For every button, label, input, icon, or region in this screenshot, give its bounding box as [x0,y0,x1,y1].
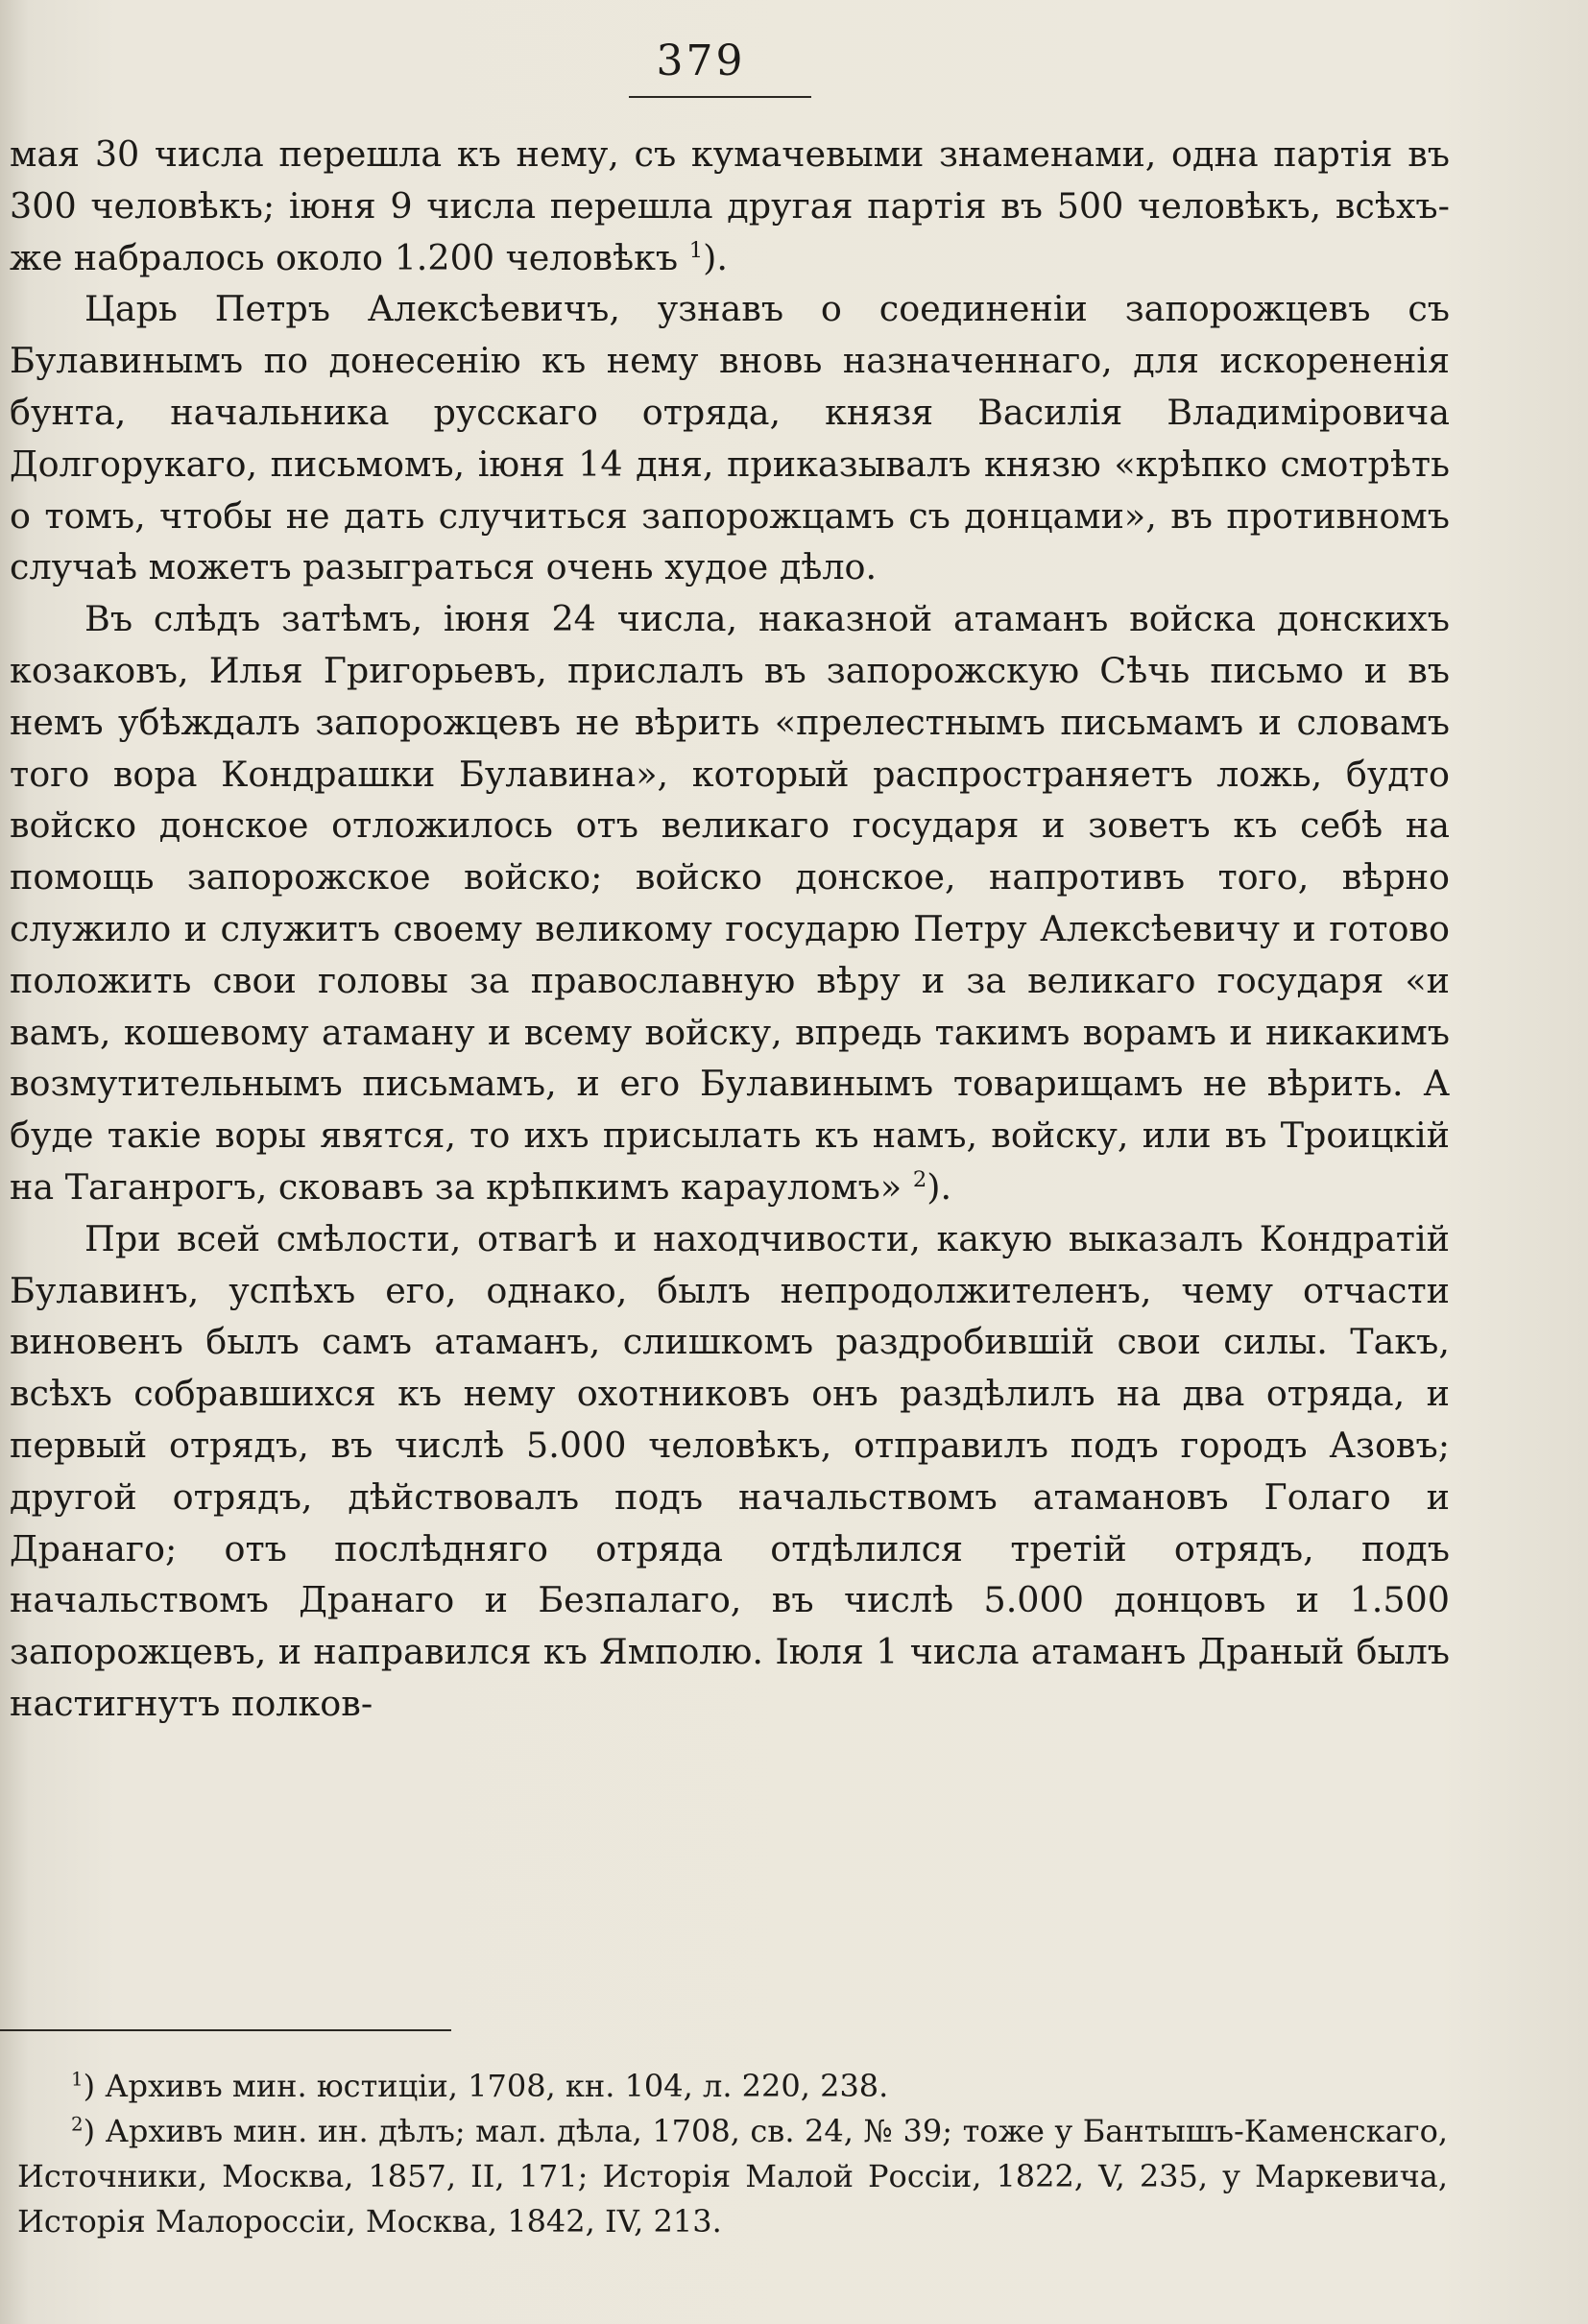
page-number-rule [629,96,811,98]
footnote-ref-1: 1 [688,237,704,263]
footnote-1: $^1$) Архивъ мин. юстиціи, 1708, кн. 104, л. 220, 238. [71,2068,889,2104]
footnote-2: $^2$) Архивъ мин. ин. дѣлъ; мал. дѣла, 1708, св. 24, № 39; тоже у Бантышъ-Каменскаго, Источники, Москва, 1857, II, 171; Исторія Малой Россіи, 1822, V, 235, у Маркевича, Исторія Малороссіи, Москва, 1842, IV, 213. [17,2113,1448,2240]
body-text [10,129,1450,1730]
paragraph-2: Царь Петръ Алексѣевичъ, узнавъ о соединеніи запорожцевъ съ Булавинымъ по донесенію къ нему вновь назначеннаго, для искорененія бунта, начальника русскаго отряда, князя Василія Владиміровича Долгорукаго, письмомъ, іюня 14 дня, приказывалъ князю «крѣпко смотрѣть о томъ, чтобы не дать случиться запорожцамъ съ донцами», въ противномъ случаѣ можетъ разыграться очень худое дѣло. [10,288,1450,588]
paragraph-3: Въ слѣдъ затѣмъ, іюня 24 числа, наказной атаманъ войска донскихъ козаковъ, Илья Григорьевъ, прислалъ въ запорожскую Сѣчь письмо и въ немъ убѣждалъ запорожцевъ не вѣрить «прелестнымъ письмамъ и словамъ того вора Кондрашки Булавина», который распространяетъ ложь, будто войско донское отложилось отъ великаго государя и зоветъ къ себѣ на помощь запорожское войско; войско донское, напротивъ того, вѣрно служило и служитъ своему великому государю Петру Алексѣевичу и готово положить свои головы за православную вѣру и за великаго государя «и вамъ, кошевому атаману и всему войску, впредь такимъ ворамъ и никакимъ возмутительнымъ письмамъ, и его Булавинымъ товарищамъ не вѣрить. А буде такіе воры явятся, то ихъ присылать къ намъ, войску, или въ Троицкій на Таганрогъ, сковавъ за крѣпкимъ карауломъ» $^2$). [10,598,1450,1208]
paragraph-1: мая 30 числа перешла къ нему, съ кумачевыми знаменами, одна партія въ 300 человѣкъ; іюня 9 числа перешла другая партія въ 500 человѣкъ, всѣхъ-же набралось около 1.200 человѣкъ $^1$). [10,133,1450,278]
page-number: 379 [656,36,746,85]
paragraph-4: При всей смѣлости, отвагѣ и находчивости, какую выказалъ Кондратій Булавинъ, успѣхъ его, однако, былъ непродолжителенъ, чему отчасти виновенъ былъ самъ атаманъ, слишкомъ раздробившій свои силы. Такъ, всѣхъ собравшихся къ нему охотниковъ онъ раздѣлилъ на два отряда, и первый отрядъ, въ числѣ 5.000 человѣкъ, отправилъ подъ городъ Азовъ; другой отрядъ, дѣйствовалъ подъ начальствомъ атамановъ Голаго и Дранаго; отъ послѣдняго отряда отдѣлился третій отрядъ, подъ начальствомъ Дранаго и Безпалаго, въ числѣ 5.000 донцовъ и 1.500 запорожцевъ, и направился къ Ямполю. Іюля 1 числа атаманъ Драный былъ настигнутъ полков- [10,1217,1450,1724]
footnote-separator [0,2029,451,2031]
footnote-ref-2: 2 [912,1166,927,1192]
footnotes [17,2064,1448,2244]
